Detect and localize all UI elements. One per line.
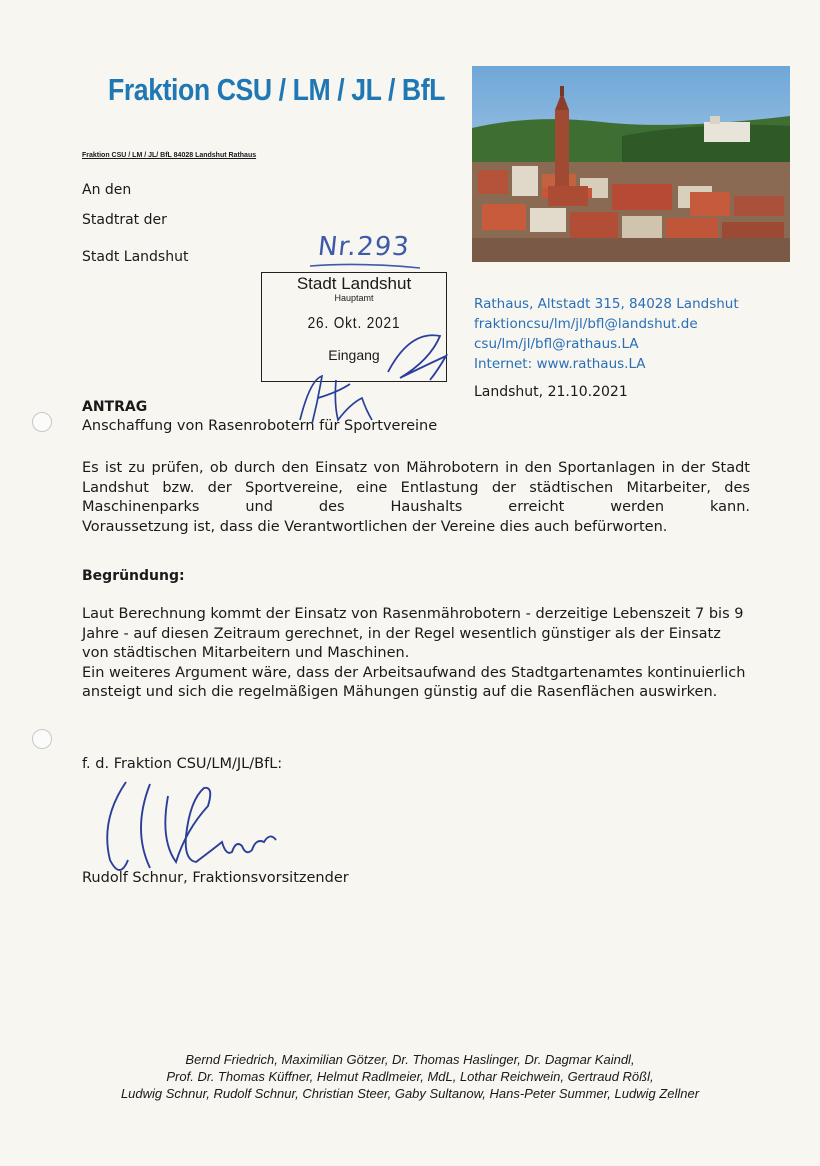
faction-title: Fraktion CSU / LM / JL / BfL (108, 72, 446, 107)
contact-email-1: fraktioncsu/lm/jl/bfl@landshut.de (474, 316, 698, 332)
member-list-footer (0, 1051, 820, 1102)
landshut-city-photo (472, 66, 790, 262)
motion-line-4: Voraussetzung ist, dass die Verantwortlichen der Vereine dies auch befürworten. (82, 518, 668, 535)
stamp-department: Hauptamt (334, 293, 374, 303)
contact-internet: Internet: www.rathaus.LA (474, 356, 646, 372)
reasoning-line-3: von städtischen Mitarbeitern und Maschinen. (82, 645, 410, 661)
motion-line-3: Maschinenparks und des Haushalts erreicht werden kann. (82, 499, 750, 515)
footer-line-3: Ludwig Schnur, Rudolf Schnur, Christian Steer, Gaby Sultanow, Hans-Peter Summer, Ludwig Zellner (120, 1086, 700, 1101)
motion-subject: Anschaffung von Rasenrobotern für Sportvereine (82, 418, 438, 434)
handwritten-signature (107, 782, 276, 870)
stamp-date: 26. Okt. 2021 (307, 315, 401, 332)
letter-date: Landshut, 21.10.2021 (474, 384, 628, 400)
stamp-city: Stadt Landshut (296, 274, 412, 293)
motion-line-1: Es ist zu prüfen, ob durch den Einsatz von Mährobotern in den Sportanlagen in der Stadt (82, 460, 750, 476)
contact-email-2: csu/lm/jl/bfl@rathaus.LA (474, 336, 639, 352)
reasoning-line-2: Jahre - auf diesen Zeitraum gerechnet, in der Regel wesentlich günstiger als der Einsatz (82, 625, 721, 642)
footer-line-1: Bernd Friedrich, Maximilian Götzer, Dr. Thomas Haslinger, Dr. Dagmar Kaindl, (185, 1052, 635, 1067)
contact-address: Rathaus, Altstadt 315, 84028 Landshut (474, 296, 739, 312)
recipient-line-2: Stadtrat der (82, 212, 167, 228)
handwritten-number: Nr.293 (316, 232, 412, 262)
reasoning-body (82, 605, 750, 703)
motion-line-2: Landshut bzw. der Sportvereine, eine Entlastung der städtischen Mitarbeiter, des (82, 479, 750, 496)
receipt-stamp (261, 272, 447, 382)
signer-name: Rudolf Schnur, Fraktionsvorsitzender (82, 870, 349, 886)
nr-underline (310, 264, 420, 268)
punch-hole-bottom (32, 729, 52, 749)
reasoning-line-5: ansteigt und sich die regelmäßigen Mähungen günstig auf die Rasenflächen auswirken. (82, 684, 718, 700)
subject-initials-mark (300, 376, 372, 424)
footer-line-2: Prof. Dr. Thomas Küffner, Helmut Radlmeier, MdL, Lothar Reichwein, Gertraud Rößl, (166, 1069, 654, 1084)
sender-return-line: Fraktion CSU / LM / JL/ BfL 84028 Landshut Rathaus (82, 152, 257, 159)
reasoning-line-1: Laut Berechnung kommt der Einsatz von Rasenmährobotern - derzeitige Lebenszeit 7 bis 9 (82, 606, 744, 622)
reasoning-line-4: Ein weiteres Argument wäre, dass der Arbeitsaufwand des Stadtgartenamtes kontinuierlich (82, 664, 746, 681)
motion-body (82, 459, 750, 537)
recipient-line-1: An den (82, 182, 132, 198)
motion-heading: ANTRAG (82, 399, 148, 415)
punch-hole-top (32, 412, 52, 432)
recipient-line-3: Stadt Landshut (82, 249, 189, 265)
stamp-received: Eingang (328, 347, 380, 363)
city-photo-illustration (472, 66, 790, 262)
signature-label: f. d. Fraktion CSU/LM/JL/BfL: (82, 756, 283, 772)
reasoning-heading: Begründung: (82, 568, 185, 584)
